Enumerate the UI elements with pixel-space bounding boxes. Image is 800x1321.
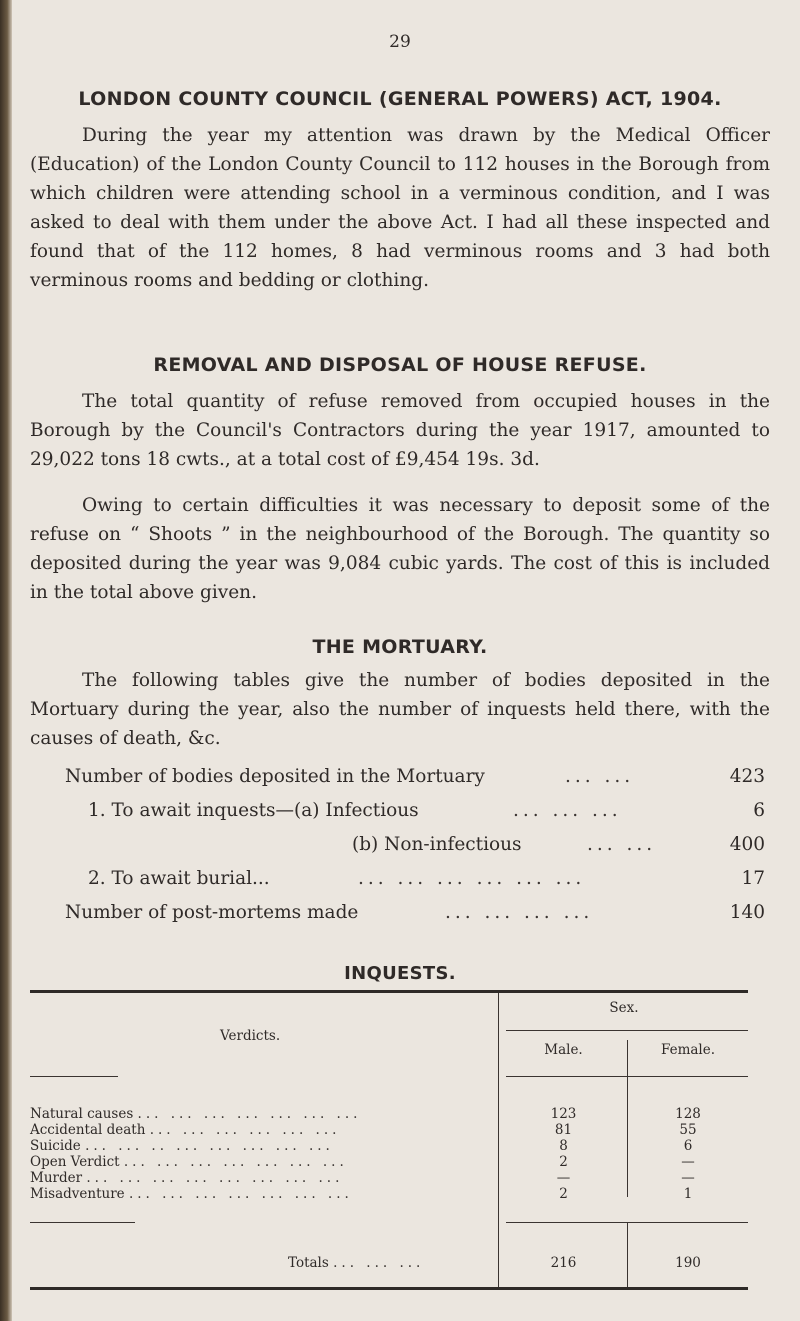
list-label: (b) Non-infectious bbox=[352, 834, 522, 855]
inquests-table bbox=[30, 980, 750, 1320]
list-label: 1. To await inquests—(a) Infectious bbox=[88, 800, 419, 821]
header-verdicts: Verdicts. bbox=[220, 1028, 281, 1044]
table-header-rule-left bbox=[30, 1076, 118, 1077]
list-value: 423 bbox=[729, 766, 765, 787]
male-count: — bbox=[556, 1170, 571, 1186]
book-spine-edge bbox=[0, 0, 12, 1321]
leader-dots: ... ... ... ... ... ... bbox=[358, 868, 586, 889]
totals-label: Totals bbox=[288, 1255, 329, 1271]
female-count: — bbox=[681, 1154, 695, 1170]
verdict-label: Suicide bbox=[30, 1138, 81, 1154]
leader-dots: ... ... .. ... ... ... ... ... bbox=[85, 1138, 334, 1154]
leader-dots: ... ... bbox=[587, 834, 657, 855]
paragraph-shoots: Owing to certain difficulties it was necessary to deposit some of the refuse on “ Shoots ” in the neighbourhood of the Borough. The quantity so deposited during the year was 9,084 cubic yards. The cost of this is included in the total above given. bbox=[30, 495, 770, 603]
verdict-label: Accidental death bbox=[30, 1122, 146, 1138]
page-number: 29 bbox=[389, 32, 411, 52]
paragraph-verminous-houses: During the year my attention was drawn by the Medical Officer (Education) of the London County Council to 112 houses in the Borough from which children were attending school in a verminous condition, and I was asked to deal with them under the above Act. I had all these inspected and found that of the 112 homes, 8 had verminous rooms and 3 had both verminous rooms and bedding or clothing. bbox=[30, 125, 770, 291]
leader-dots: ... ... ... ... bbox=[445, 902, 594, 923]
header-sex: Sex. bbox=[609, 1000, 639, 1016]
heading-mortuary: THE MORTUARY. bbox=[312, 636, 488, 658]
header-female: Female. bbox=[660, 1042, 716, 1058]
list-label: Number of bodies deposited in the Mortuary bbox=[65, 766, 485, 787]
table-top-rule bbox=[30, 990, 748, 993]
paragraph-refuse-quantity: The total quantity of refuse removed from occupied houses in the Borough by the Council's Contractors during the year 1917, amounted to 29,022 tons 18 cwts., at a total cost of £9,454 19s. 3d. bbox=[30, 391, 770, 470]
list-item-bodies-deposited bbox=[65, 766, 765, 787]
list-item-inquests-infectious bbox=[88, 800, 765, 821]
heading-house-refuse: REMOVAL AND DISPOSAL OF HOUSE REFUSE. bbox=[153, 354, 647, 376]
verdict-label: Murder bbox=[30, 1170, 83, 1186]
female-count: 6 bbox=[683, 1138, 693, 1154]
heading-inquests: INQUESTS. bbox=[344, 963, 456, 984]
table-sex-underline bbox=[506, 1030, 748, 1031]
male-count: 2 bbox=[559, 1154, 568, 1170]
list-value: 6 bbox=[753, 800, 765, 821]
total-male: 216 bbox=[550, 1255, 577, 1271]
table-body-rule-left bbox=[30, 1222, 135, 1223]
total-female: 190 bbox=[675, 1255, 701, 1271]
female-count: — bbox=[681, 1170, 695, 1186]
table-body-rule-right bbox=[506, 1222, 748, 1223]
leader-dots: ... ... ... ... ... ... bbox=[149, 1122, 341, 1138]
female-count: 128 bbox=[675, 1106, 701, 1122]
list-item-await-burial bbox=[88, 868, 765, 889]
leader-dots: ... ... ... bbox=[333, 1255, 425, 1271]
male-count: 123 bbox=[550, 1106, 577, 1122]
leader-dots: ... ... ... ... ... ... ... bbox=[128, 1186, 353, 1202]
list-label: Number of post-mortems made bbox=[65, 902, 359, 923]
verdict-label: Misadventure bbox=[30, 1186, 125, 1202]
male-count: 81 bbox=[554, 1122, 573, 1138]
female-count: 55 bbox=[679, 1122, 697, 1138]
male-count: 8 bbox=[559, 1138, 568, 1154]
male-count: 2 bbox=[559, 1186, 568, 1202]
list-value: 140 bbox=[729, 902, 765, 923]
leader-dots: ... ... ... bbox=[513, 800, 622, 821]
list-item-inquests-non-infectious bbox=[352, 834, 765, 855]
header-male: Male. bbox=[544, 1042, 583, 1058]
verdict-label: Open Verdict bbox=[30, 1154, 120, 1170]
heading-lcc-act: LONDON COUNTY COUNCIL (GENERAL POWERS) ACT, 1904. bbox=[78, 88, 722, 110]
female-count: 1 bbox=[683, 1186, 693, 1202]
list-value: 17 bbox=[741, 868, 765, 889]
list-item-post-mortems bbox=[65, 902, 765, 923]
leader-dots: ... ... ... ... ... ... ... bbox=[137, 1106, 362, 1122]
paragraph-mortuary: The following tables give the number of bodies deposited in the Mortuary during the year, also the number of inquests held there, with the causes of death, &c. bbox=[30, 670, 770, 749]
list-label: 2. To await burial... bbox=[88, 868, 270, 889]
table-bottom-rule bbox=[30, 1287, 748, 1290]
leader-dots: ... ... ... ... ... ... ... bbox=[123, 1154, 348, 1170]
leader-dots: ... ... ... ... ... ... ... ... bbox=[86, 1170, 344, 1186]
verdict-label: Natural causes bbox=[30, 1106, 134, 1122]
leader-dots: ... ... bbox=[565, 766, 635, 787]
table-header-rule-right bbox=[506, 1076, 748, 1077]
table-divider-verdicts bbox=[498, 993, 499, 1287]
list-value: 400 bbox=[729, 834, 765, 855]
